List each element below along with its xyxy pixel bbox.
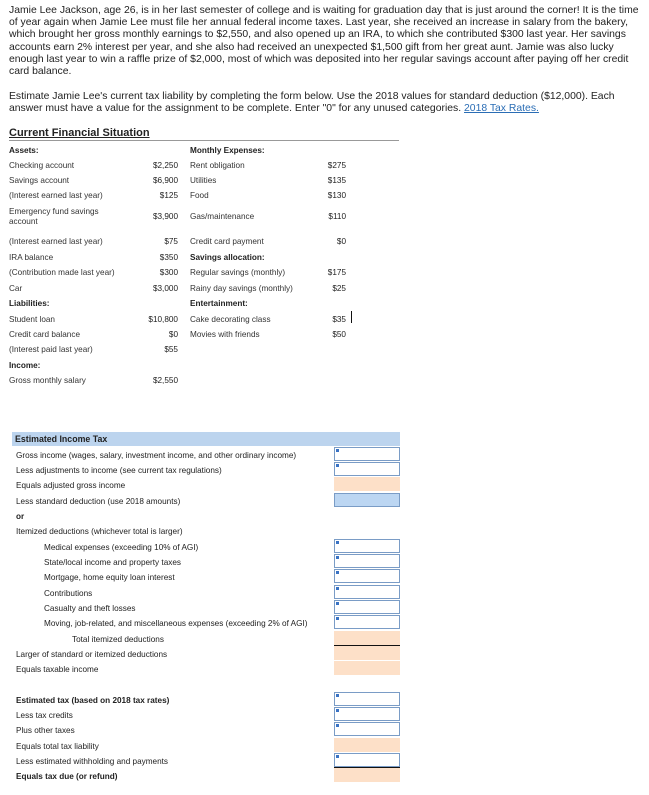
liability-value: $0: [168, 330, 178, 339]
expense-value: $50: [332, 330, 346, 339]
input-marker-icon: [336, 617, 339, 620]
liability-label: Student loan: [9, 315, 55, 324]
asset-value: $3,900: [152, 212, 178, 221]
form-line-label: Equals total tax liability: [16, 742, 99, 751]
expense-label: Rainy day savings (monthly): [190, 284, 293, 293]
taxable-income-field[interactable]: [334, 661, 400, 675]
liabilities-heading: Liabilities:: [9, 299, 50, 308]
form-line-label: Larger of standard or itemized deductions: [16, 650, 168, 659]
gross-income-input[interactable]: [334, 447, 400, 461]
asset-value: $350: [159, 253, 178, 262]
asset-label: (Interest earned last year): [9, 237, 103, 246]
asset-label: Savings account: [9, 176, 70, 185]
total-tax-liability-field[interactable]: [334, 738, 400, 752]
instructions-text: Estimate Jamie Lee's current tax liability by completing the form below. Use the 2018 values for standard deduction ($12,000). Each answer must have a value for the assignment to be complete. Enter "0" for any unused categories.: [9, 91, 615, 115]
financial-situation-title: Current Financial Situation: [9, 127, 150, 139]
input-marker-icon: [336, 541, 339, 544]
asset-label: (Contribution made last year): [9, 268, 115, 277]
asset-value: $3,000: [152, 284, 178, 293]
form-line-label: Contributions: [44, 589, 93, 598]
input-marker-icon: [336, 724, 339, 727]
asset-value: $300: [159, 268, 178, 277]
form-line-label: Plus other taxes: [16, 726, 75, 735]
form-line-label: Casualty and theft losses: [44, 604, 136, 613]
form-line-label: Less adjustments to income (see current tax regulations): [16, 466, 222, 475]
form-line-label: Equals taxable income: [16, 665, 99, 674]
tax-due-field[interactable]: [334, 768, 400, 782]
income-value: $2,550: [152, 376, 178, 385]
agi-field[interactable]: [334, 477, 400, 491]
section-divider: [9, 140, 399, 141]
adjustments-input[interactable]: [334, 462, 400, 476]
liability-value: $55: [164, 345, 178, 354]
expense-label: Credit card payment: [190, 237, 264, 246]
form-line-label: Medical expenses (exceeding 10% of AGI): [44, 543, 199, 552]
tax-credits-input[interactable]: [334, 707, 400, 721]
input-marker-icon: [336, 709, 339, 712]
savings-allocation-heading: Savings allocation:: [190, 253, 265, 262]
form-line-label: Less tax credits: [16, 711, 73, 720]
contributions-input[interactable]: [334, 585, 400, 599]
liability-value: $10,800: [148, 315, 178, 324]
monthly-expenses-heading: Monthly Expenses:: [190, 146, 265, 155]
expense-label: Food: [190, 191, 209, 200]
form-or-label: or: [16, 512, 25, 521]
entertainment-heading: Entertainment:: [190, 299, 248, 308]
expense-label: Gas/maintenance: [190, 212, 255, 221]
form-line-label: Estimated tax (based on 2018 tax rates): [16, 696, 170, 705]
expense-label: Rent obligation: [190, 161, 245, 170]
form-line-label: Mortgage, home equity loan interest: [44, 573, 175, 582]
form-line-label: Less estimated withholding and payments: [16, 757, 169, 766]
larger-deduction-field[interactable]: [334, 646, 400, 660]
other-taxes-input[interactable]: [334, 722, 400, 736]
casualty-losses-input[interactable]: [334, 600, 400, 614]
expense-value: $35: [332, 315, 346, 324]
input-marker-icon: [336, 587, 339, 590]
expense-label: Regular savings (monthly): [190, 268, 286, 277]
asset-label: Checking account: [9, 161, 75, 170]
input-marker-icon: [336, 464, 339, 467]
expense-value: $0: [336, 237, 346, 246]
expense-value: $25: [332, 284, 346, 293]
input-marker-icon: [336, 571, 339, 574]
expense-value: $175: [327, 268, 346, 277]
text-cursor: [351, 311, 352, 323]
income-heading: Income:: [9, 361, 41, 370]
mortgage-interest-input[interactable]: [334, 569, 400, 583]
form-line-label: State/local income and property taxes: [44, 558, 181, 567]
expense-label: Movies with friends: [190, 330, 260, 339]
input-marker-icon: [336, 449, 339, 452]
expense-label: Cake decorating class: [190, 315, 271, 324]
form-line-label: Itemized deductions (whichever total is larger): [16, 527, 183, 536]
intro-paragraph-1: Jamie Lee Jackson, age 26, is in her last semester of college and is waiting for graduation day that is just around the corner! It is the time of year again when Jamie Lee must file her annual federal income taxes. Last year, she received an increase in salary from the bakery, which brought her gross monthly earnings to $2,550, and also opened up an IRA, to which she contributed $300 last year. Her savings accounts earn 2% interest per year, and she also had received an unexpected $1,500 gift from her great aunt. Jamie was also lucky enough last year to win a raffle prize of $2,000, most of which was deposited into her regular savings account after paying off her credit card balance.: [9, 5, 639, 78]
form-line-label: Equals adjusted gross income: [16, 481, 126, 490]
form-line-label: Gross income (wages, salary, investment income, and other ordinary income): [16, 451, 297, 460]
form-line-label: Moving, job-related, and miscellaneous expenses (exceeding 2% of AGI): [44, 619, 308, 628]
liability-label: Credit card balance: [9, 330, 80, 339]
asset-value: $125: [159, 191, 178, 200]
expense-value: $110: [328, 212, 346, 221]
expense-value: $275: [327, 161, 346, 170]
input-marker-icon: [336, 556, 339, 559]
input-marker-icon: [336, 755, 339, 758]
asset-label: Car: [9, 284, 23, 293]
asset-label: Emergency fund savings account: [9, 207, 99, 226]
withholding-input[interactable]: [334, 753, 400, 767]
moving-expenses-input[interactable]: [334, 615, 400, 629]
income-label: Gross monthly salary: [9, 376, 86, 385]
asset-value: $75: [164, 237, 178, 246]
expense-value: $135: [327, 176, 346, 185]
liability-label: (Interest paid last year): [9, 345, 93, 354]
state-local-taxes-input[interactable]: [334, 554, 400, 568]
expense-value: $130: [327, 191, 346, 200]
form-line-label: Total itemized deductions: [72, 635, 164, 644]
standard-deduction-input[interactable]: [334, 493, 400, 507]
estimated-income-tax-header: Estimated Income Tax: [12, 432, 400, 446]
expense-label: Utilities: [190, 176, 217, 185]
assets-heading: Assets:: [9, 146, 39, 155]
tax-rates-link[interactable]: 2018 Tax Rates.: [464, 103, 539, 115]
medical-expenses-input[interactable]: [334, 539, 400, 553]
form-line-label: Less standard deduction (use 2018 amounts): [16, 497, 181, 506]
input-marker-icon: [336, 694, 339, 697]
asset-label: IRA balance: [9, 253, 54, 262]
asset-value: $6,900: [152, 176, 178, 185]
intro-paragraph-2: [9, 91, 639, 115]
form-line-label: Equals tax due (or refund): [16, 772, 118, 781]
asset-label: (Interest earned last year): [9, 191, 103, 200]
total-itemized-field[interactable]: [334, 631, 400, 645]
asset-value: $2,250: [152, 161, 178, 170]
input-marker-icon: [336, 602, 339, 605]
estimated-tax-input[interactable]: [334, 692, 400, 706]
